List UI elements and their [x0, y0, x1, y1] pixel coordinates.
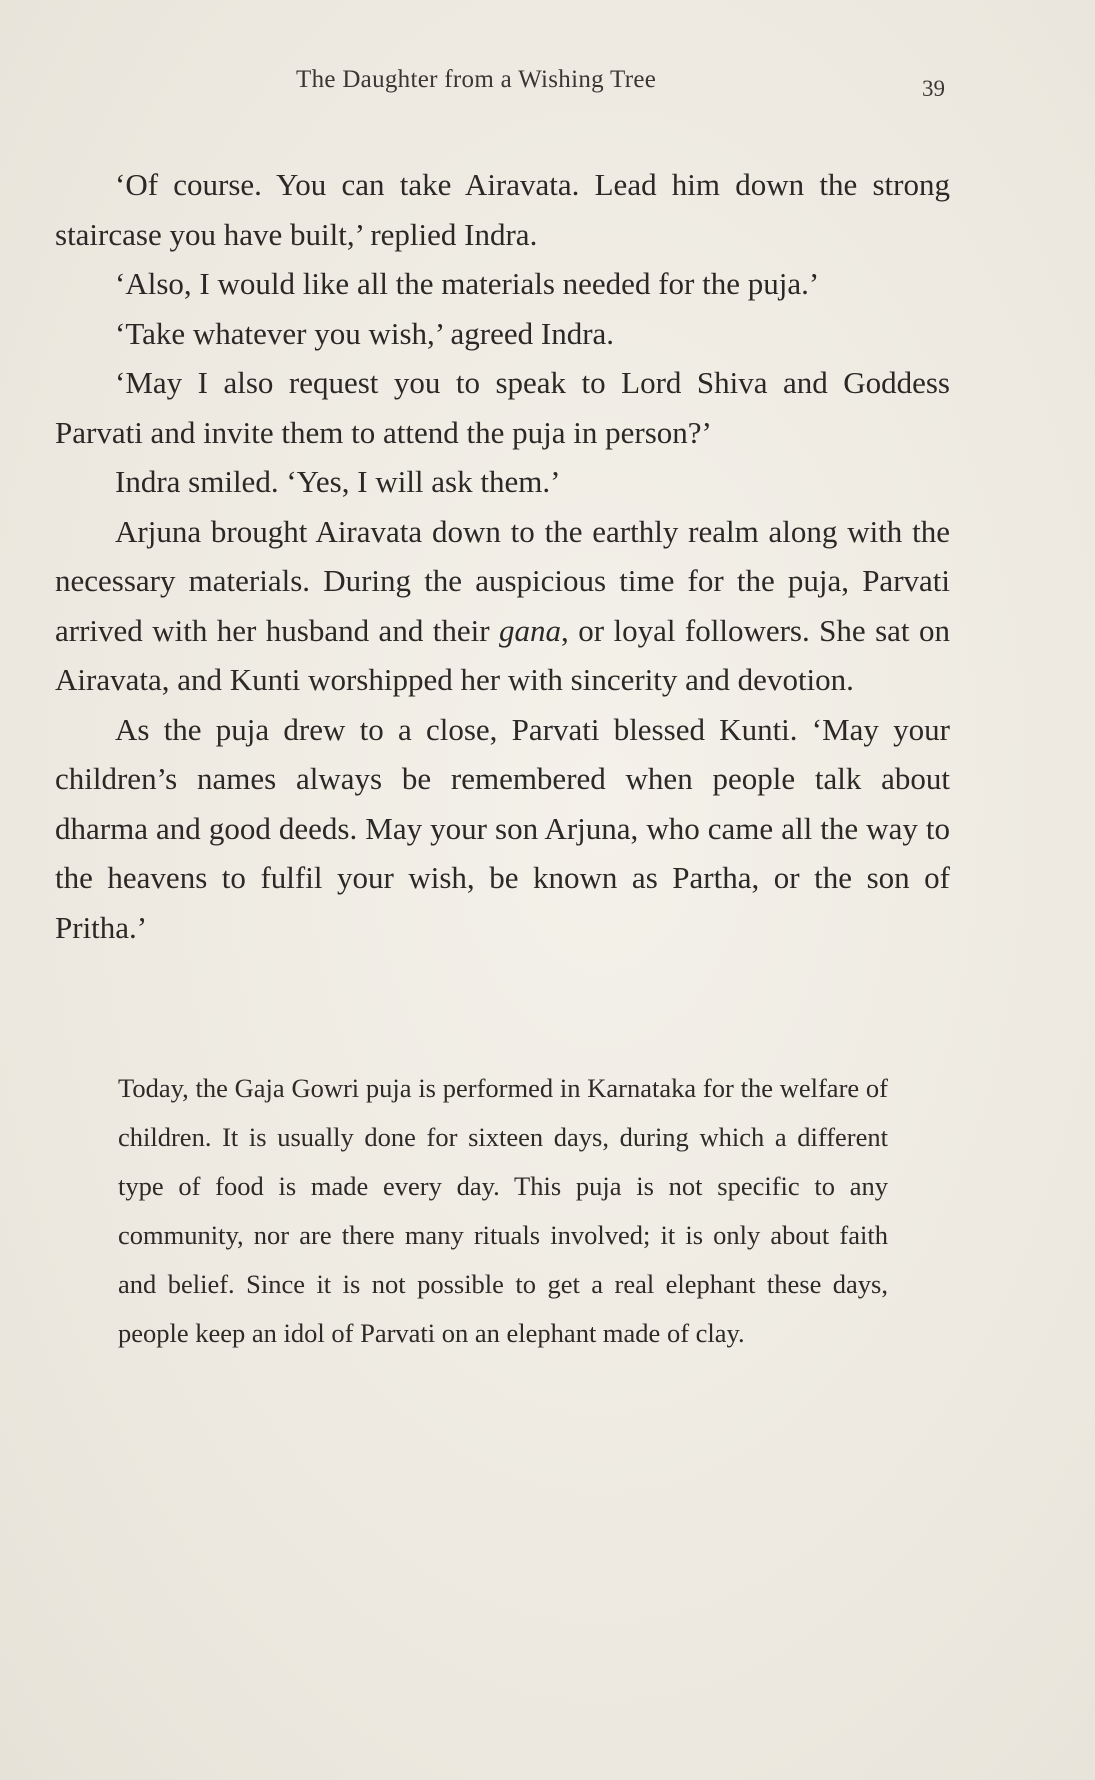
page-number: 39: [922, 76, 945, 101]
paragraph-text: Arjuna brought Airavata down to the earthly realm along with the necessary materials. During the auspicious time for the puja, Parvati arrived with her husband and their: [55, 513, 950, 648]
paragraph: As the puja drew to a close, Parvati blessed Kunti. ‘May your children’s names always be remembered when people talk about dharma and good deeds. May your son Arjuna, who came all the way to the heavens to fulfil your wish, be known as Partha, or the son of Pritha.’: [55, 711, 950, 945]
note-paragraph: Today, the Gaja Gowri puja is performed in Karnataka for the welfare of children. It is usually done for sixteen days, during which a different type of food is made every day. This puja is not specific to any community, nor are there many rituals involved; it is only about faith and belief. Since it is not possible to get a real elephant these days, people keep an idol of Parvati on an elephant made of clay.: [118, 1073, 888, 1348]
paragraph-text: , or loyal followers. She sat on Airavata, and Kunti worshipped her with sincerity and devotion.: [55, 612, 950, 697]
side-note: [118, 1064, 888, 1358]
paragraph: Indra smiled. ‘Yes, I will ask them.’: [115, 464, 561, 499]
paragraph: ‘Also, I would like all the materials needed for the puja.’: [115, 266, 820, 301]
paragraph: ‘Of course. You can take Airavata. Lead him down the strong staircase you have built,’ replied Indra.: [55, 167, 950, 252]
main-text: [55, 160, 950, 952]
running-header-title: The Daughter from a Wishing Tree: [296, 66, 657, 93]
italic-term: gana: [499, 612, 562, 648]
paragraph: [55, 507, 950, 705]
paragraph: ‘May I also request you to speak to Lord Shiva and Goddess Parvati and invite them to attend the puja in person?’: [55, 365, 950, 450]
paragraph: ‘Take whatever you wish,’ agreed Indra.: [115, 315, 615, 351]
